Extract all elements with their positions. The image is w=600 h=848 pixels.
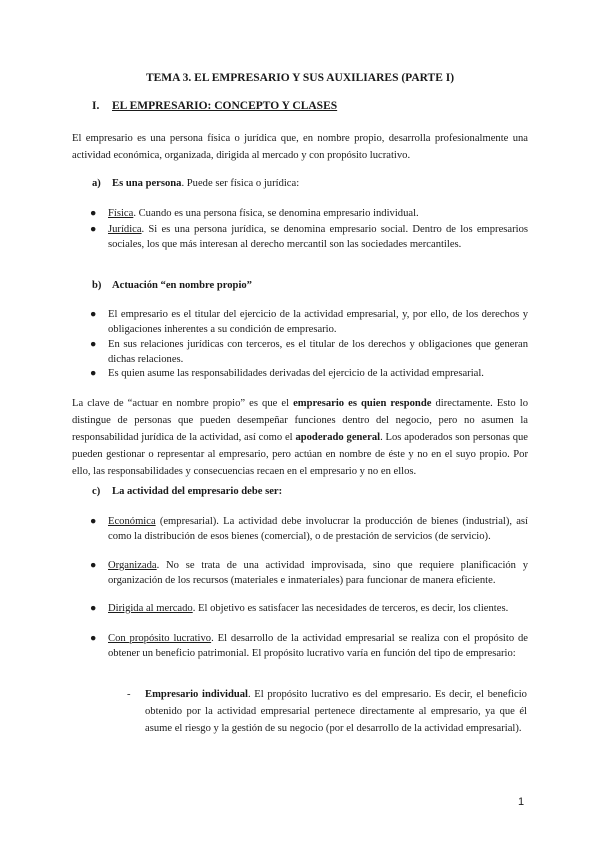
item-text: . El desarrollo de la actividad empresarial se realiza con el propósito de obtener un beneficio patrimonial. El propósito lucrativo varía en función del tipo de empresario: bbox=[108, 633, 529, 659]
page-number: 1 bbox=[518, 796, 525, 808]
subsection-c bbox=[92, 483, 282, 500]
bullet-icon: ● bbox=[90, 368, 97, 379]
section-title: EL EMPRESARIO: CONCEPTO Y CLASES bbox=[112, 100, 338, 112]
bullet-icon: ● bbox=[90, 208, 97, 219]
clave-text-2: directamente. Esto lo distingue de personas que pueden desempeñar funciones dentro del negocio, pero no asumen la responsabilidad jurídica de la actividad, así como el bbox=[72, 398, 529, 443]
subsection-c-heading: La actividad del empresario debe ser: bbox=[112, 486, 283, 497]
dash-text: . El propósito lucrativo es del empresario. Es decir, el beneficio obtenido por la actividad empresarial pertenece directamente al empresario, ya que él asume el riesgo y la gestión de su negocio (por el desarrollo de la actividad empresarial). bbox=[145, 689, 527, 734]
item-text: (empresarial). La actividad debe involucrar la producción de bienes (industrial), así como la distribución de esos bienes (comercial), o de prestación de servicios (de servicio). bbox=[108, 516, 528, 542]
dash-marker: - bbox=[127, 689, 131, 700]
item-text: En sus relaciones jurídicas con terceros, es el titular de los derechos y obligaciones que generan dichas relaciones. bbox=[108, 339, 528, 365]
section-heading bbox=[92, 100, 337, 112]
bullet-icon: ● bbox=[90, 603, 97, 614]
item-term: Dirigida al mercado bbox=[108, 603, 193, 614]
subsection-a bbox=[92, 175, 299, 192]
subsection-a-rest: . Puede ser física o jurídica: bbox=[181, 178, 300, 189]
item-term: Organizada bbox=[108, 560, 157, 571]
bullet-icon: ● bbox=[90, 224, 97, 235]
list-item bbox=[90, 558, 528, 588]
list-item bbox=[90, 307, 528, 337]
list-item bbox=[90, 337, 528, 367]
item-text: . Si es una persona jurídica, se denomina empresario social. Dentro de los empresarios sociales, los que más interesan al derecho mercantil son las sociedades mercantiles. bbox=[108, 224, 528, 250]
bullet-icon: ● bbox=[90, 633, 97, 644]
clave-bold-2: apoderado general bbox=[295, 432, 381, 443]
bullet-icon: ● bbox=[90, 339, 97, 350]
item-term: Con propósito lucrativo bbox=[108, 633, 212, 644]
list-item bbox=[90, 222, 528, 252]
item-term: Económica bbox=[108, 516, 156, 527]
item-text: . El objetivo es satisfacer las necesidades de terceros, es decir, los clientes. bbox=[192, 603, 509, 614]
list-item bbox=[90, 631, 528, 661]
list-item bbox=[90, 366, 528, 381]
subsection-c-label: c) bbox=[92, 486, 101, 497]
item-text: . Cuando es una persona física, se denomina empresario individual. bbox=[133, 208, 419, 219]
clave-text-3: . Los apoderados son personas que pueden gestionar o representar al empresario, pero actúan en nombre de éste y no en el suyo propio. Por ello, las responsabilidades y consecuencias recaen en el empresario y no en ellos. bbox=[72, 432, 528, 477]
clave-bold-1: empresario es quien responde bbox=[293, 398, 432, 409]
list-item bbox=[90, 514, 528, 544]
dash-item bbox=[127, 686, 527, 737]
item-text: El empresario es el titular del ejercicio de la actividad empresarial, y, por ello, de los derechos y obligaciones inherentes a su condición de empresario. bbox=[108, 309, 528, 335]
item-text: . No se trata de una actividad improvisada, sino que requiere planificación y organización de los recursos (materiales e inmateriales) para funcionar de manera eficiente. bbox=[108, 560, 528, 586]
item-term: Jurídica bbox=[108, 224, 142, 235]
subsection-a-heading: Es una persona bbox=[112, 178, 182, 189]
clave-text-1: La clave de “actuar en nombre propio” es que el bbox=[72, 398, 294, 409]
item-term: Física bbox=[108, 208, 134, 219]
subsection-b bbox=[92, 277, 252, 294]
bullet-icon: ● bbox=[90, 309, 97, 320]
section-number: I. bbox=[92, 100, 100, 112]
bullet-icon: ● bbox=[90, 560, 97, 571]
subsection-b-label: b) bbox=[92, 280, 102, 291]
item-text: Es quien asume las responsabilidades derivadas del ejercicio de la actividad empresarial. bbox=[108, 368, 484, 379]
bullet-icon: ● bbox=[90, 516, 97, 527]
subsection-a-label: a) bbox=[92, 178, 101, 189]
clave-paragraph bbox=[72, 395, 528, 480]
page-title: TEMA 3. EL EMPRESARIO Y SUS AUXILIARES (PARTE I) bbox=[145, 72, 455, 84]
subsection-b-heading: Actuación “en nombre propio” bbox=[112, 280, 252, 291]
dash-term: Empresario individual bbox=[145, 689, 248, 700]
list-item bbox=[90, 206, 528, 221]
intro-paragraph: El empresario es una persona física o jurídica que, en nombre propio, desarrolla profesionalmente una actividad económica, organizada, dirigida al mercado y con propósito lucrativo. bbox=[72, 133, 528, 161]
list-item bbox=[90, 601, 528, 616]
